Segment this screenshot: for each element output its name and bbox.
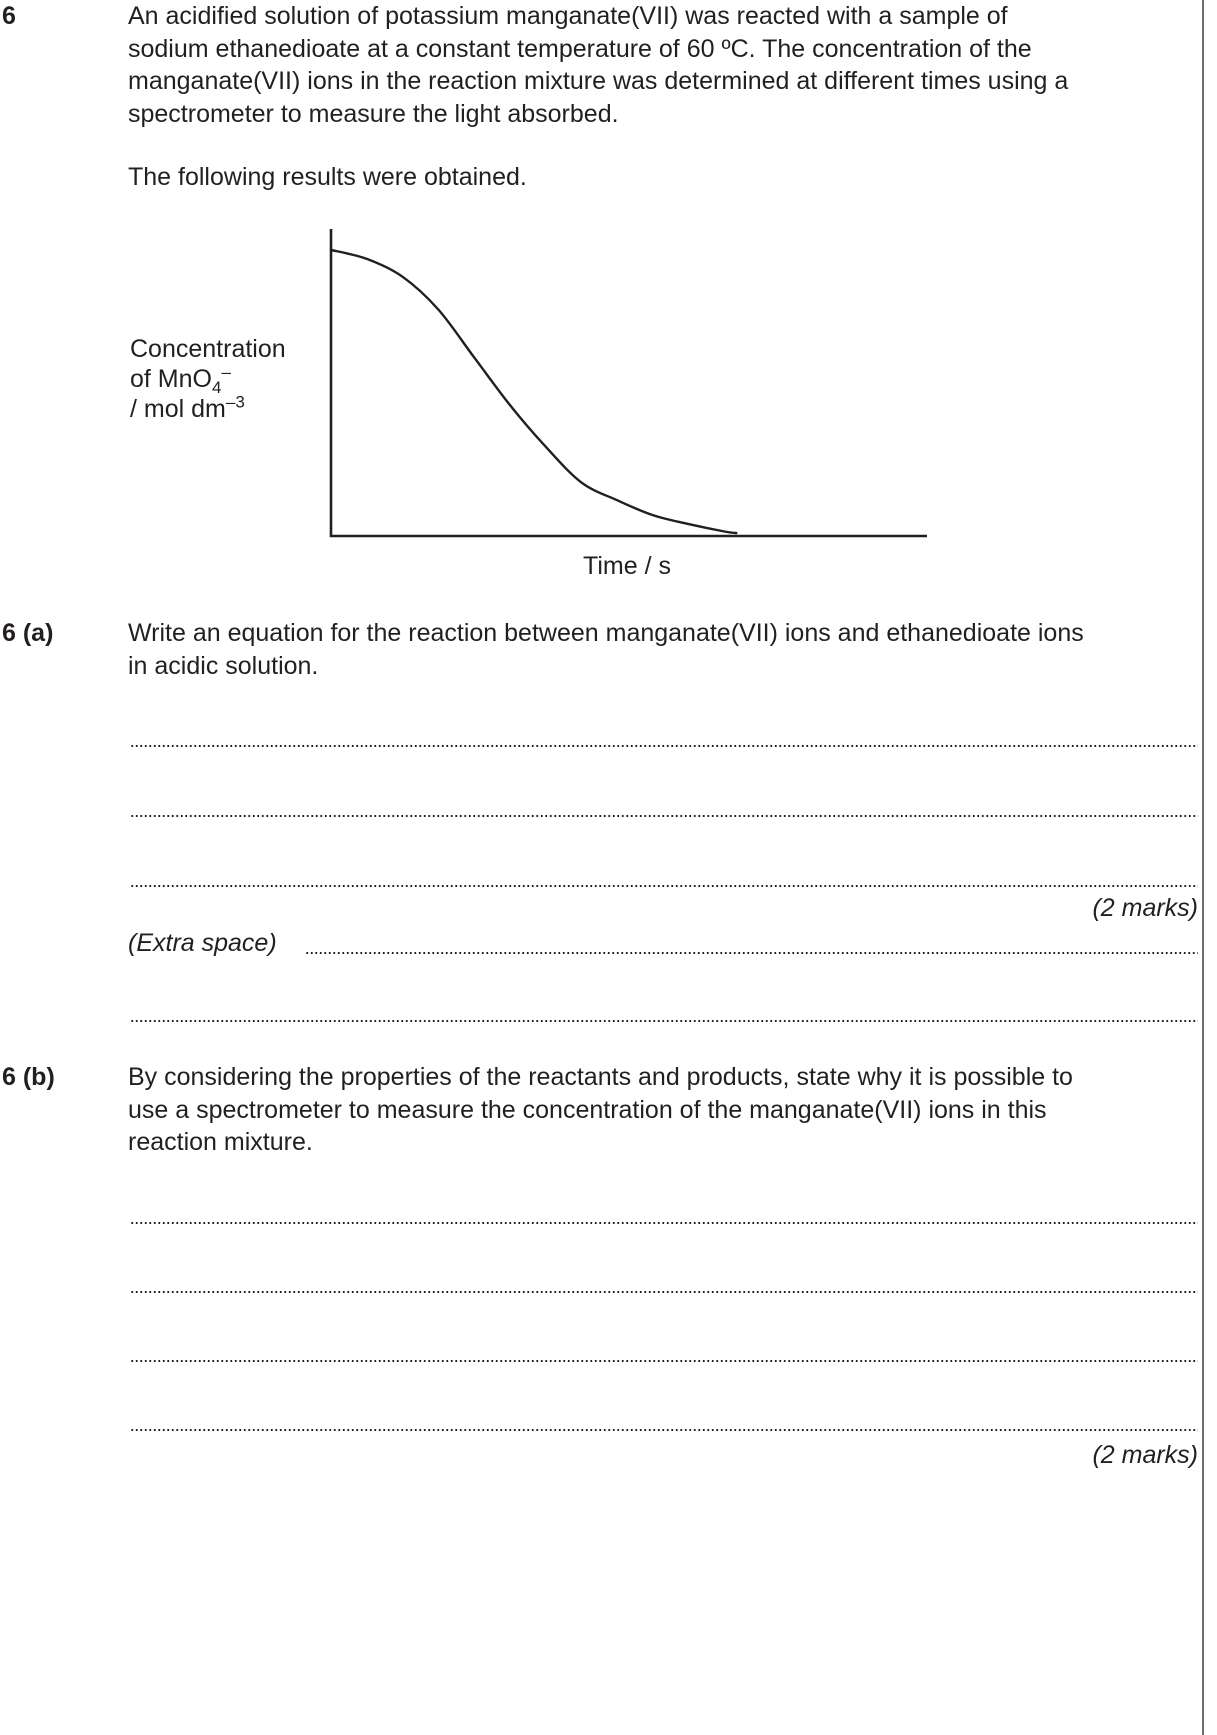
- results-text: The following results were obtained.: [128, 163, 527, 191]
- y-axis-label-line1: Concentration: [130, 335, 286, 363]
- part-a-label: 6 (a): [2, 619, 54, 647]
- answer-line-b3[interactable]: [130, 1360, 1198, 1362]
- intro-line: An acidified solution of potassium manganate(VII) was reacted with a sample of: [128, 2, 1008, 30]
- intro-line: sodium ethanedioate at a constant temperature of 60 ºC. The concentration of the: [128, 34, 1032, 63]
- answer-line-a1[interactable]: [130, 745, 1198, 747]
- y-axis-label-line2: of MnO$_4$–: [130, 362, 231, 397]
- intro-line: spectrometer to measure the light absorbed.: [128, 99, 619, 128]
- answer-line-b1[interactable]: [130, 1222, 1198, 1224]
- part-b-line: reaction mixture.: [128, 1128, 313, 1156]
- concentration-curve: [331, 250, 736, 533]
- answer-line-b4[interactable]: [130, 1429, 1198, 1431]
- concentration-time-graph: [0, 0, 1217, 600]
- part-a-line: Write an equation for the reaction between manganate(VII) ions and ethanedioate ions: [128, 619, 1084, 647]
- part-a-line: in acidic solution.: [128, 651, 319, 680]
- answer-line-a3[interactable]: [130, 885, 1198, 887]
- intro-line: manganate(VII) ions in the reaction mixture was determined at different times using a: [128, 67, 1069, 95]
- extra-answer-line-a1[interactable]: [305, 952, 1198, 954]
- part-b-line: By considering the properties of the reactants and products, state why it is possible to: [128, 1063, 1073, 1091]
- extra-space-label: (Extra space): [128, 929, 277, 957]
- part-b-question: [128, 1061, 1203, 1159]
- extra-answer-line-a2[interactable]: [130, 1020, 1198, 1022]
- part-a-marks: (2 marks): [1092, 894, 1198, 922]
- part-b-marks: (2 marks): [1092, 1441, 1198, 1469]
- y-axis-label-line3: / mol $dm^{-3}$: [130, 392, 245, 423]
- answer-line-a2[interactable]: [130, 815, 1198, 817]
- answer-line-b2[interactable]: [130, 1291, 1198, 1293]
- x-axis-label: Time / s: [583, 552, 671, 580]
- part-b-line: use a spectrometer to measure the concentration of the manganate(VII) ions in this: [128, 1095, 1047, 1124]
- question-number: 6: [2, 2, 16, 30]
- part-b-label: 6 (b): [2, 1063, 55, 1091]
- part-a-question: [128, 617, 1203, 682]
